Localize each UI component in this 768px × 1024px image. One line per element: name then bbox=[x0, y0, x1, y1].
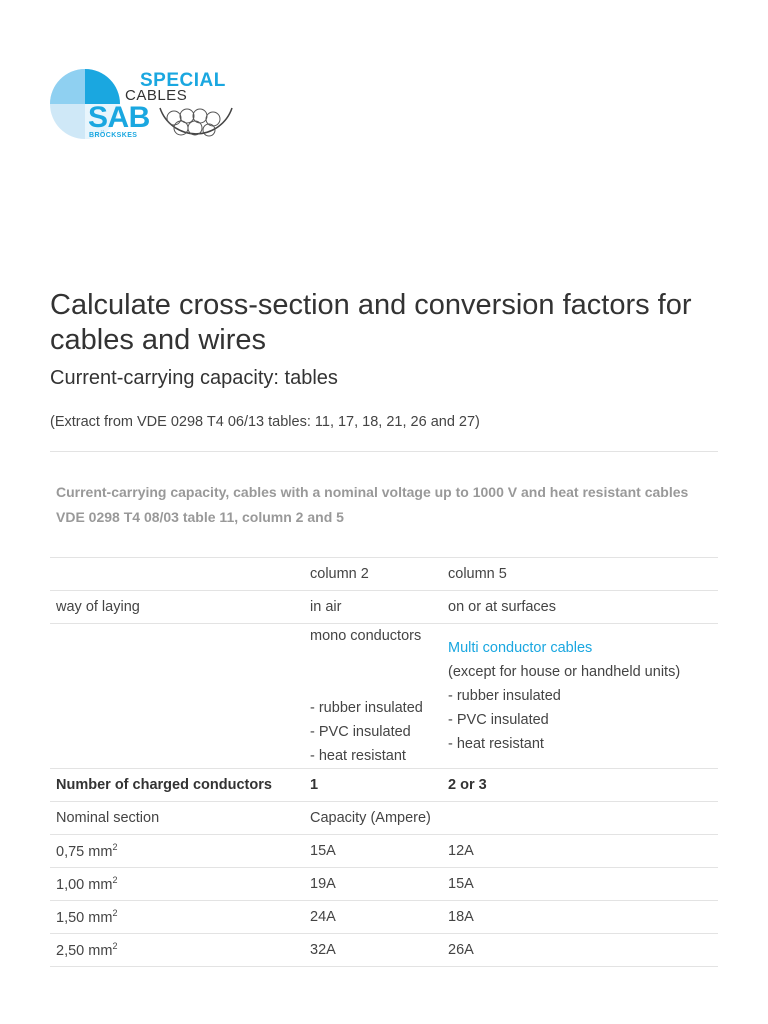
page-subtitle: Current-carrying capacity: tables bbox=[50, 367, 338, 389]
logo-text-cables: CABLES bbox=[125, 87, 188, 104]
cell-line: - heat resistant bbox=[448, 736, 544, 752]
table-cell: Capacity (Ampere) bbox=[304, 802, 442, 835]
unit: mm bbox=[88, 843, 113, 860]
table-cell: way of laying bbox=[50, 591, 304, 624]
table-row-section bbox=[50, 802, 718, 835]
table-row bbox=[50, 835, 718, 868]
table-row bbox=[50, 868, 718, 901]
table-cell: 24A bbox=[304, 901, 442, 934]
cell-line: (except for house or handheld units) bbox=[448, 664, 681, 680]
cell-line bbox=[310, 672, 442, 696]
extract-note: (Extract from VDE 0298 T4 06/13 tables: 11, 17, 18, 21, 26 and 27) bbox=[50, 414, 480, 430]
cell-line: - PVC insulated bbox=[310, 724, 411, 740]
unit-sup: 2 bbox=[112, 908, 118, 919]
table-cell: 1 bbox=[304, 769, 442, 802]
table-cell bbox=[50, 558, 304, 591]
table-cell: on or at surfaces bbox=[442, 591, 718, 624]
capacity-table bbox=[50, 557, 718, 967]
table-cell: 15A bbox=[442, 868, 718, 901]
logo-text-sab: SAB bbox=[88, 101, 150, 134]
table-cell: column 2 bbox=[304, 558, 442, 591]
table-cell bbox=[50, 835, 304, 868]
multi-conductor-cables-link[interactable]: Multi conductor cables bbox=[448, 640, 593, 656]
table-row bbox=[50, 901, 718, 934]
table-caption: Current-carrying capacity, cables with a nominal voltage up to 1000 V and heat resistant cables VDE 0298 T4 08/03 table 11, column 2 and 5 bbox=[56, 484, 689, 525]
table-cell: Nominal section bbox=[50, 802, 304, 835]
table-row-header bbox=[50, 558, 718, 591]
cell-line: mono conductors bbox=[310, 628, 422, 644]
cell-line bbox=[310, 648, 442, 672]
section-value: 2,50 bbox=[56, 942, 85, 959]
table-cell: 2 or 3 bbox=[442, 769, 718, 802]
table-row-conductors bbox=[50, 769, 718, 802]
table-cell: 19A bbox=[304, 868, 442, 901]
section-value: 1,50 bbox=[56, 909, 85, 926]
table-cell bbox=[50, 901, 304, 934]
table-row bbox=[50, 934, 718, 967]
section-value: 1,00 bbox=[56, 876, 85, 893]
table-cell: Number of charged conductors bbox=[50, 769, 304, 802]
unit-sup: 2 bbox=[112, 875, 118, 886]
logo-text-brockskes: BRÖCKSKES bbox=[89, 132, 138, 139]
table-cell bbox=[442, 624, 718, 769]
table-row-types bbox=[50, 624, 718, 769]
table-cell: column 5 bbox=[442, 558, 718, 591]
cell-line: - rubber insulated bbox=[448, 688, 561, 704]
table-row-laying bbox=[50, 591, 718, 624]
table-cell: 18A bbox=[442, 901, 718, 934]
unit-sup: 2 bbox=[112, 842, 118, 853]
table-cell bbox=[50, 868, 304, 901]
table-cell: 26A bbox=[442, 934, 718, 967]
page-title: Calculate cross-section and conversion factors for cables and wires bbox=[50, 289, 692, 356]
cell-line: - rubber insulated bbox=[310, 700, 423, 716]
table-cell: 12A bbox=[442, 835, 718, 868]
unit-sup: 2 bbox=[112, 941, 118, 952]
table-cell: 15A bbox=[304, 835, 442, 868]
cell-line: - PVC insulated bbox=[448, 712, 549, 728]
unit: mm bbox=[88, 876, 113, 893]
logo-text-special: SPECIAL bbox=[140, 70, 226, 91]
table-cell bbox=[304, 624, 442, 769]
unit: mm bbox=[88, 942, 113, 959]
table-cell: in air bbox=[304, 591, 442, 624]
divider bbox=[50, 451, 718, 452]
table-cell bbox=[50, 934, 304, 967]
section-value: 0,75 bbox=[56, 843, 85, 860]
table-cell bbox=[442, 802, 718, 835]
unit: mm bbox=[88, 909, 113, 926]
table-cell: 32A bbox=[304, 934, 442, 967]
table-cell bbox=[50, 624, 304, 769]
cell-line: - heat resistant bbox=[310, 748, 406, 764]
